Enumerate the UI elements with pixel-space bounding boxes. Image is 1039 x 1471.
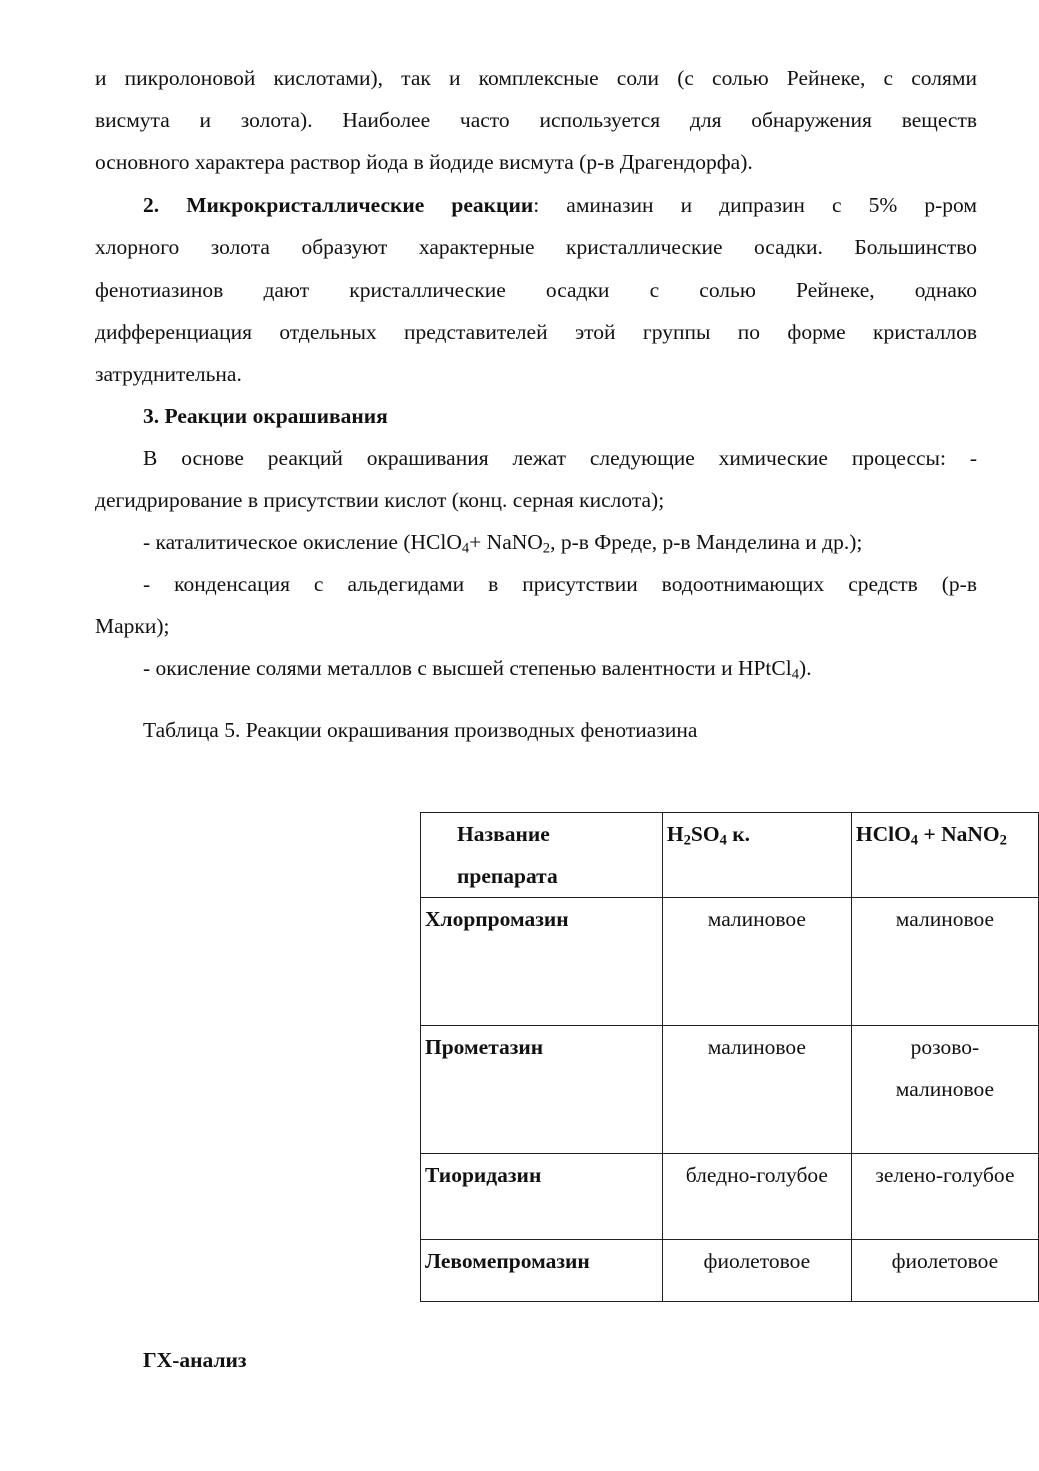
cell-text: розово- (910, 1035, 980, 1059)
hclo4-cell: фиолетовое (851, 1240, 1038, 1302)
paragraph-line: дифференциация отдельных представителей этой группы по форме кристаллов (95, 320, 977, 344)
drug-name-cell: Левомепромазин (421, 1240, 663, 1302)
paragraph-line: дегидрирование в присутствии кислот (конц. серная кислота); (95, 488, 665, 512)
table-row (421, 1026, 1039, 1154)
section-heading-microcrystal: 2. Микрокристаллические реакции (143, 193, 534, 217)
header-text: препарата (457, 864, 558, 888)
paragraph-line: В основе реакций окрашивания лежат следующие химические процессы: - (143, 446, 977, 470)
bullet-item: - конденсация с альдегидами в присутствии водоотнимающих средств (р-в (143, 572, 977, 596)
h2so4-cell: малиновое (662, 1026, 851, 1154)
h2so4-cell: бледно-голубое (662, 1154, 851, 1240)
drug-name-cell: Прометазин (421, 1026, 663, 1154)
subscript: 4 (461, 540, 470, 557)
table-header-row (421, 813, 1039, 898)
hclo4-cell (851, 1026, 1038, 1154)
bullet-text: - каталитическое окисление (HClO (143, 530, 462, 554)
subscript: 2 (999, 832, 1007, 849)
paragraph-text: : аминазин и дипразин с 5% р-ром (533, 193, 977, 217)
header-text: к. (726, 822, 751, 846)
subscript: 4 (719, 832, 727, 849)
hclo4-cell: малиновое (851, 898, 1038, 1026)
h2so4-cell: фиолетовое (662, 1240, 851, 1302)
paragraph-line: хлорного золота образуют характерные кристаллические осадки. Большинство (95, 235, 977, 259)
header-text: Название (457, 822, 550, 846)
table-caption: Таблица 5. Реакции окрашивания производных фенотиазина (143, 718, 698, 742)
table-row (421, 898, 1039, 1026)
header-text: SO (690, 822, 720, 846)
subscript: 4 (910, 832, 919, 849)
hclo4-cell: зелено-голубое (851, 1154, 1038, 1240)
section-heading-coloring: 3. Реакции окрашивания (143, 404, 388, 428)
reactions-table (420, 812, 1039, 1302)
paragraph-line: затруднительна. (95, 362, 242, 386)
cell-text: малиновое (895, 1077, 995, 1101)
bullet-text: , р-в Фреде, р-в Манделина и др.); (550, 530, 863, 554)
drug-name-cell: Тиоридазин (421, 1154, 663, 1240)
bullet-text: - окисление солями металлов с высшей степенью валентности и HPtCl (143, 656, 792, 680)
paragraph-line: висмута и золота). Наиболее часто используется для обнаружения веществ (95, 108, 977, 132)
subscript: 2 (542, 540, 551, 557)
header-text: H (666, 822, 684, 846)
paragraph-line: основного характера раствор йода в йодиде висмута (р-в Драгендорфа). (95, 150, 753, 174)
header-text: + NaNO (918, 822, 1000, 846)
table-row (421, 1154, 1039, 1240)
header-cell-h2so4 (662, 813, 851, 898)
h2so4-cell: малиновое (662, 898, 851, 1026)
subscript: 4 (791, 666, 800, 683)
drug-name-cell: Хлорпромазин (421, 898, 663, 1026)
subscript: 2 (683, 832, 691, 849)
header-text: HClO (855, 822, 911, 846)
bullet-item (143, 656, 812, 683)
section-heading-gc-analysis: ГХ-анализ (143, 1348, 247, 1372)
bullet-item-continued: Марки); (95, 614, 170, 638)
paragraph-line: и пикролоновой кислотами), так и комплексные соли (с солью Рейнеке, с солями (95, 66, 977, 90)
bullet-item (143, 530, 863, 557)
header-cell-hclo4 (851, 813, 1038, 898)
paragraph-line: фенотиазинов дают кристаллические осадки с солью Рейнеке, однако (95, 278, 977, 302)
bullet-text: + NaNO (469, 530, 543, 554)
bullet-text: ). (799, 656, 812, 680)
table-row (421, 1240, 1039, 1302)
header-cell-name (421, 813, 663, 898)
paragraph-line (143, 195, 977, 217)
